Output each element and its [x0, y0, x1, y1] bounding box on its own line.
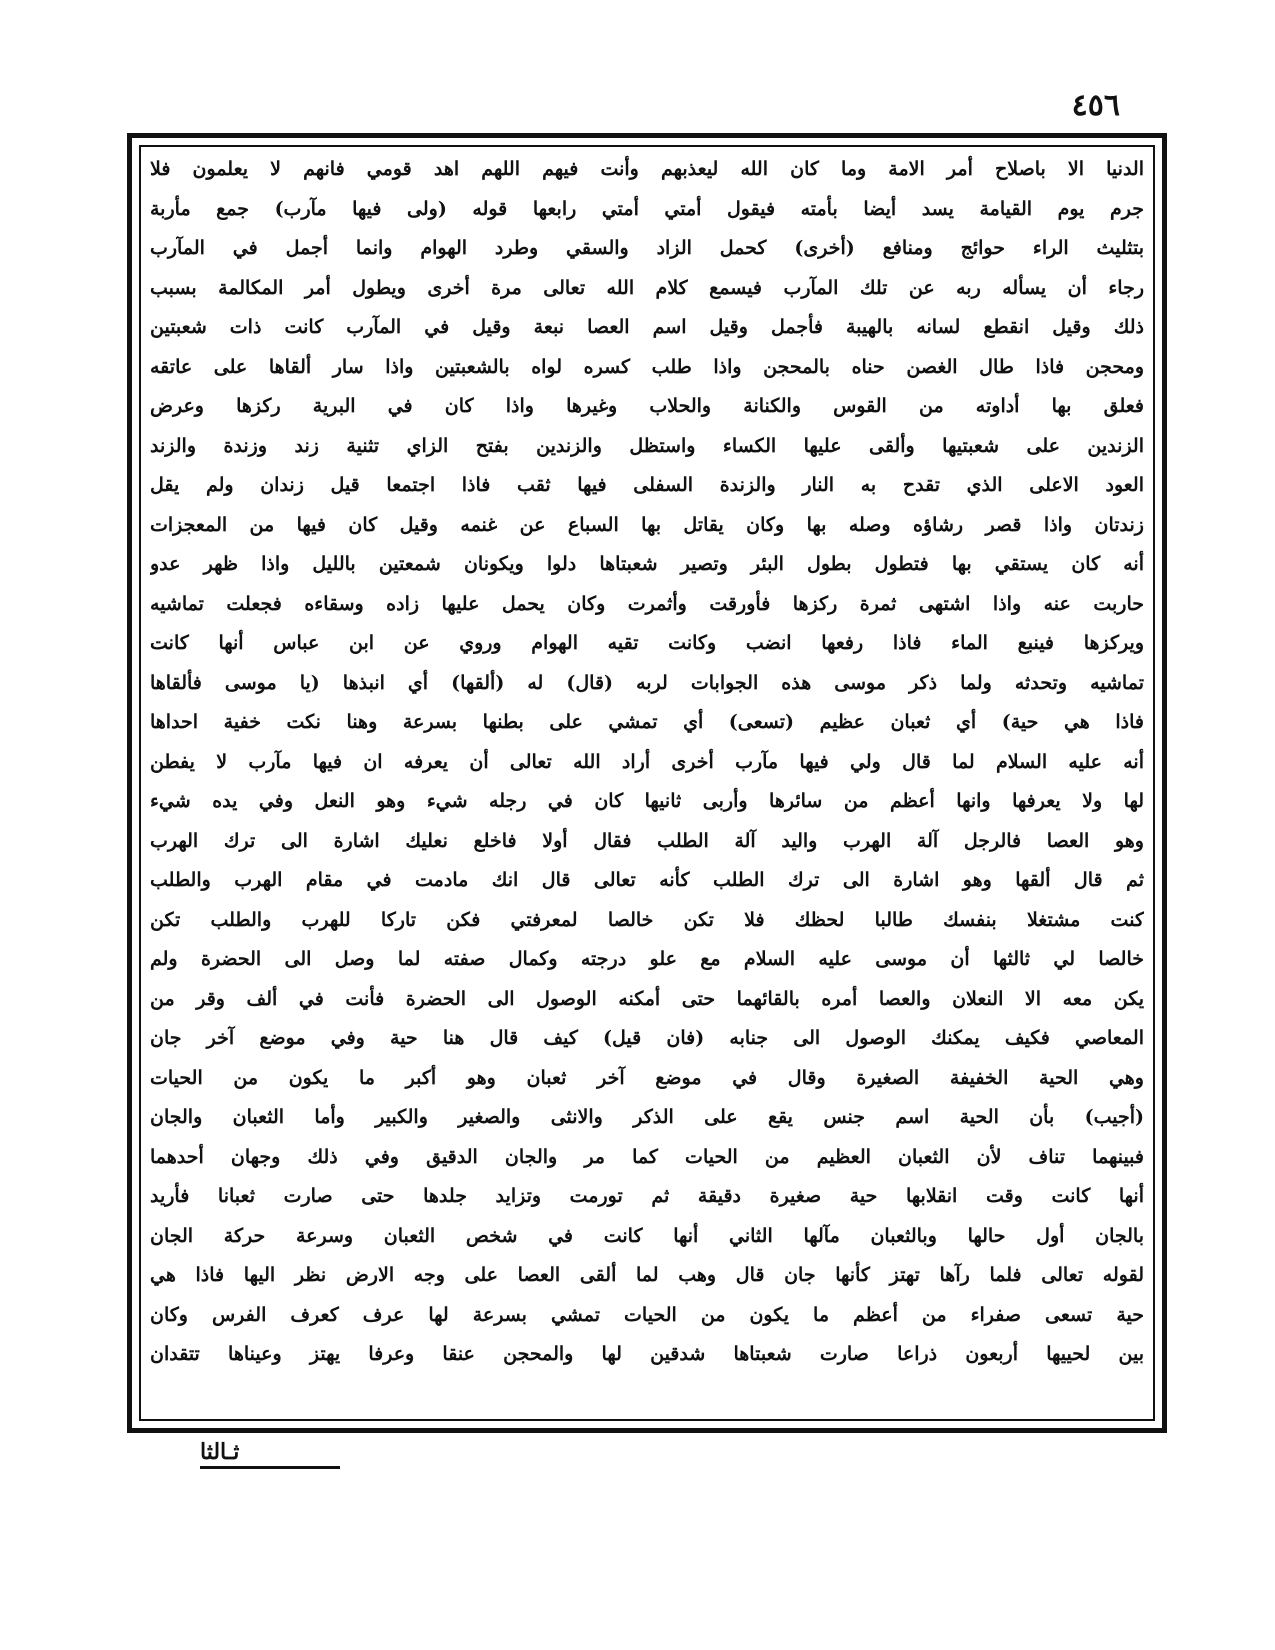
- text-line: بالجان أول حالها وبالثعبان مآلها الثاني أنها كانت في شخص الثعبان وسرعة حركة الجان: [150, 1224, 1144, 1247]
- text-line: رجاء أن يسأله ربه عن تلك المآرب فيسمع كلام الله تعالى مرة أخرى ويطول أمر المكالمة بسبب: [150, 276, 1144, 299]
- text-line: أنه عليه السلام لما قال ولي فيها مآرب أخرى أراد الله تعالى أن يعرفه ان فيها مآرب لا يفطن: [150, 750, 1144, 773]
- text-line: وهي الحية الخفيفة الصغيرة وقال في موضع آخر ثعبان وهو أكبر ما يكون من الحيات: [150, 1066, 1144, 1089]
- text-line: ذلك وقيل انقطع لسانه بالهيبة فأجمل وقيل اسم العصا نبعة وقيل في المآرب كانت ذات شعبتين: [150, 316, 1144, 338]
- text-line: بتثليث الراء حوائج ومنافع (أخرى) كحمل الزاد والسقي وطرد الهوام وانما أجمل في المآرب: [150, 237, 1144, 259]
- text-line: العود الاعلى الذي تقدح به النار والزندة السفلى فيها ثقب فاذا اجتمعا قيل زندان ولم يقل: [150, 474, 1144, 496]
- text-line: الدنيا الا باصلاح أمر الامة وما كان الله ليعذبهم وأنت فيهم اللهم اهد قومي فانهم لا يعلمون فلا: [150, 158, 1144, 180]
- text-line: خالصا لي ثالثها أن موسى عليه السلام مع علو درجته وكمال صفته لما وصل الى الحضرة ولم: [150, 948, 1144, 970]
- text-line: لها ولا يعرفها وانها أعظم من سائرها وأربى ثانيها كان في رجله شيء وهو النعل وفي يده شيء: [150, 790, 1144, 812]
- text-line: بين لحييها أربعون ذراعا صارت شعبتاها شدقين لها والمحجن عنقا وعرفا يهتز وعيناها تتقدان: [150, 1343, 1144, 1365]
- text-line: أنه كان يستقي بها فتطول بطول البئر وتصير شعبتاها دلوا ويكونان شمعتين بالليل واذا ظهر عدو: [150, 553, 1144, 575]
- text-line: ويركزها فينبع الماء فاذا رفعها انضب وكانت تقيه الهوام وروي عن ابن عباس أنها كانت: [150, 632, 1144, 654]
- text-line: لقوله تعالى فلما رآها تهتز كأنها جان قال وهب لما ألقى العصا على وجه الارض نظر اليها فاذا هي: [150, 1264, 1144, 1286]
- text-line: الزندين على شعبتيها وألقى عليها الكساء واستظل والزندين بفتح الزاي تثنية زند وزندة والزند: [150, 434, 1144, 457]
- text-line: تماشيه وتحدثه ولما ذكر موسى هذه الجوابات لربه (قال) له (ألقها) أي انبذها (يا موسى فألقاها: [150, 671, 1144, 694]
- text-line: وهو العصا فالرجل آلة الهرب واليد آلة الطلب فقال أولا فاخلع نعليك اشارة الى ترك الهرب: [150, 829, 1144, 852]
- text-line: حاربت عنه واذا اشتهى ثمرة ركزها فأورقت وأثمرت وكان يحمل عليها زاده وسقاءه فجعلت تماشيه: [150, 592, 1144, 615]
- text-line: جرم يوم القيامة يسد أيضا بأمته فيقول أمتي أمتي رابعها قوله (ولى فيها مآرب) جمع مأربة: [150, 197, 1144, 220]
- text-line: (أجيب) بأن الحية اسم جنس يقع على الذكر والانثى والصغير والكبير وأما الثعبان والجان: [150, 1106, 1144, 1128]
- main-text: [150, 150, 1144, 1416]
- text-line: زندتان واذا قصر رشاؤه وصله بها وكان يقاتل بها السباع عن غنمه وقيل كان فيها من المعجزات: [150, 513, 1144, 536]
- page-number: ٤٥٦: [1071, 88, 1120, 123]
- text-line: يكن معه الا النعلان والعصا أمره بالقائهما حتى أمكنه الوصول الى الحضرة فأنت في ألف وقر من: [150, 987, 1144, 1010]
- text-line: فعلق بها أداوته من القوس والكنانة والحلاب وغيرها واذا كان في البرية ركزها وعرض: [150, 395, 1144, 417]
- text-line: أنها كانت وقت انقلابها حية صغيرة دقيقة ثم تورمت وتزايد جلدها حتى صارت ثعبانا فأريد: [150, 1185, 1144, 1207]
- text-line: كنت مشتغلا بنفسك طالبا لحظك فلا تكن خالصا لمعرفتي فكن تاركا للهرب والطلب تكن: [150, 908, 1144, 931]
- catchword: ثـالثا: [200, 1438, 340, 1469]
- text-line: المعاصي فكيف يمكنك الوصول الى جنابه (فان قيل) كيف قال هنا حية وفي موضع آخر جان: [150, 1027, 1144, 1049]
- text-line: ثم قال ألقها وهو اشارة الى ترك الطلب كأنه تعالى قال انك مادمت في مقام الهرب والطلب: [150, 869, 1144, 891]
- text-line: حية تسعى صفراء من أعظم ما يكون من الحيات تمشي بسرعة لها عرف كعرف الفرس وكان: [150, 1303, 1144, 1326]
- text-line: ومحجن فاذا طال الغصن حناه بالمحجن واذا طلب كسره لواه بالشعبتين واذا سار ألقاها على عاتقه: [150, 355, 1144, 378]
- text-line: فبينهما تناف لأن الثعبان العظيم من الحيات كما مر والجان الدقيق وفي ذلك وجهان أحدهما: [150, 1145, 1144, 1168]
- text-line: فاذا هي حية) أي ثعبان عظيم (تسعى) أي تمشي على بطنها بسرعة وهنا نكت خفية احداها: [150, 711, 1144, 733]
